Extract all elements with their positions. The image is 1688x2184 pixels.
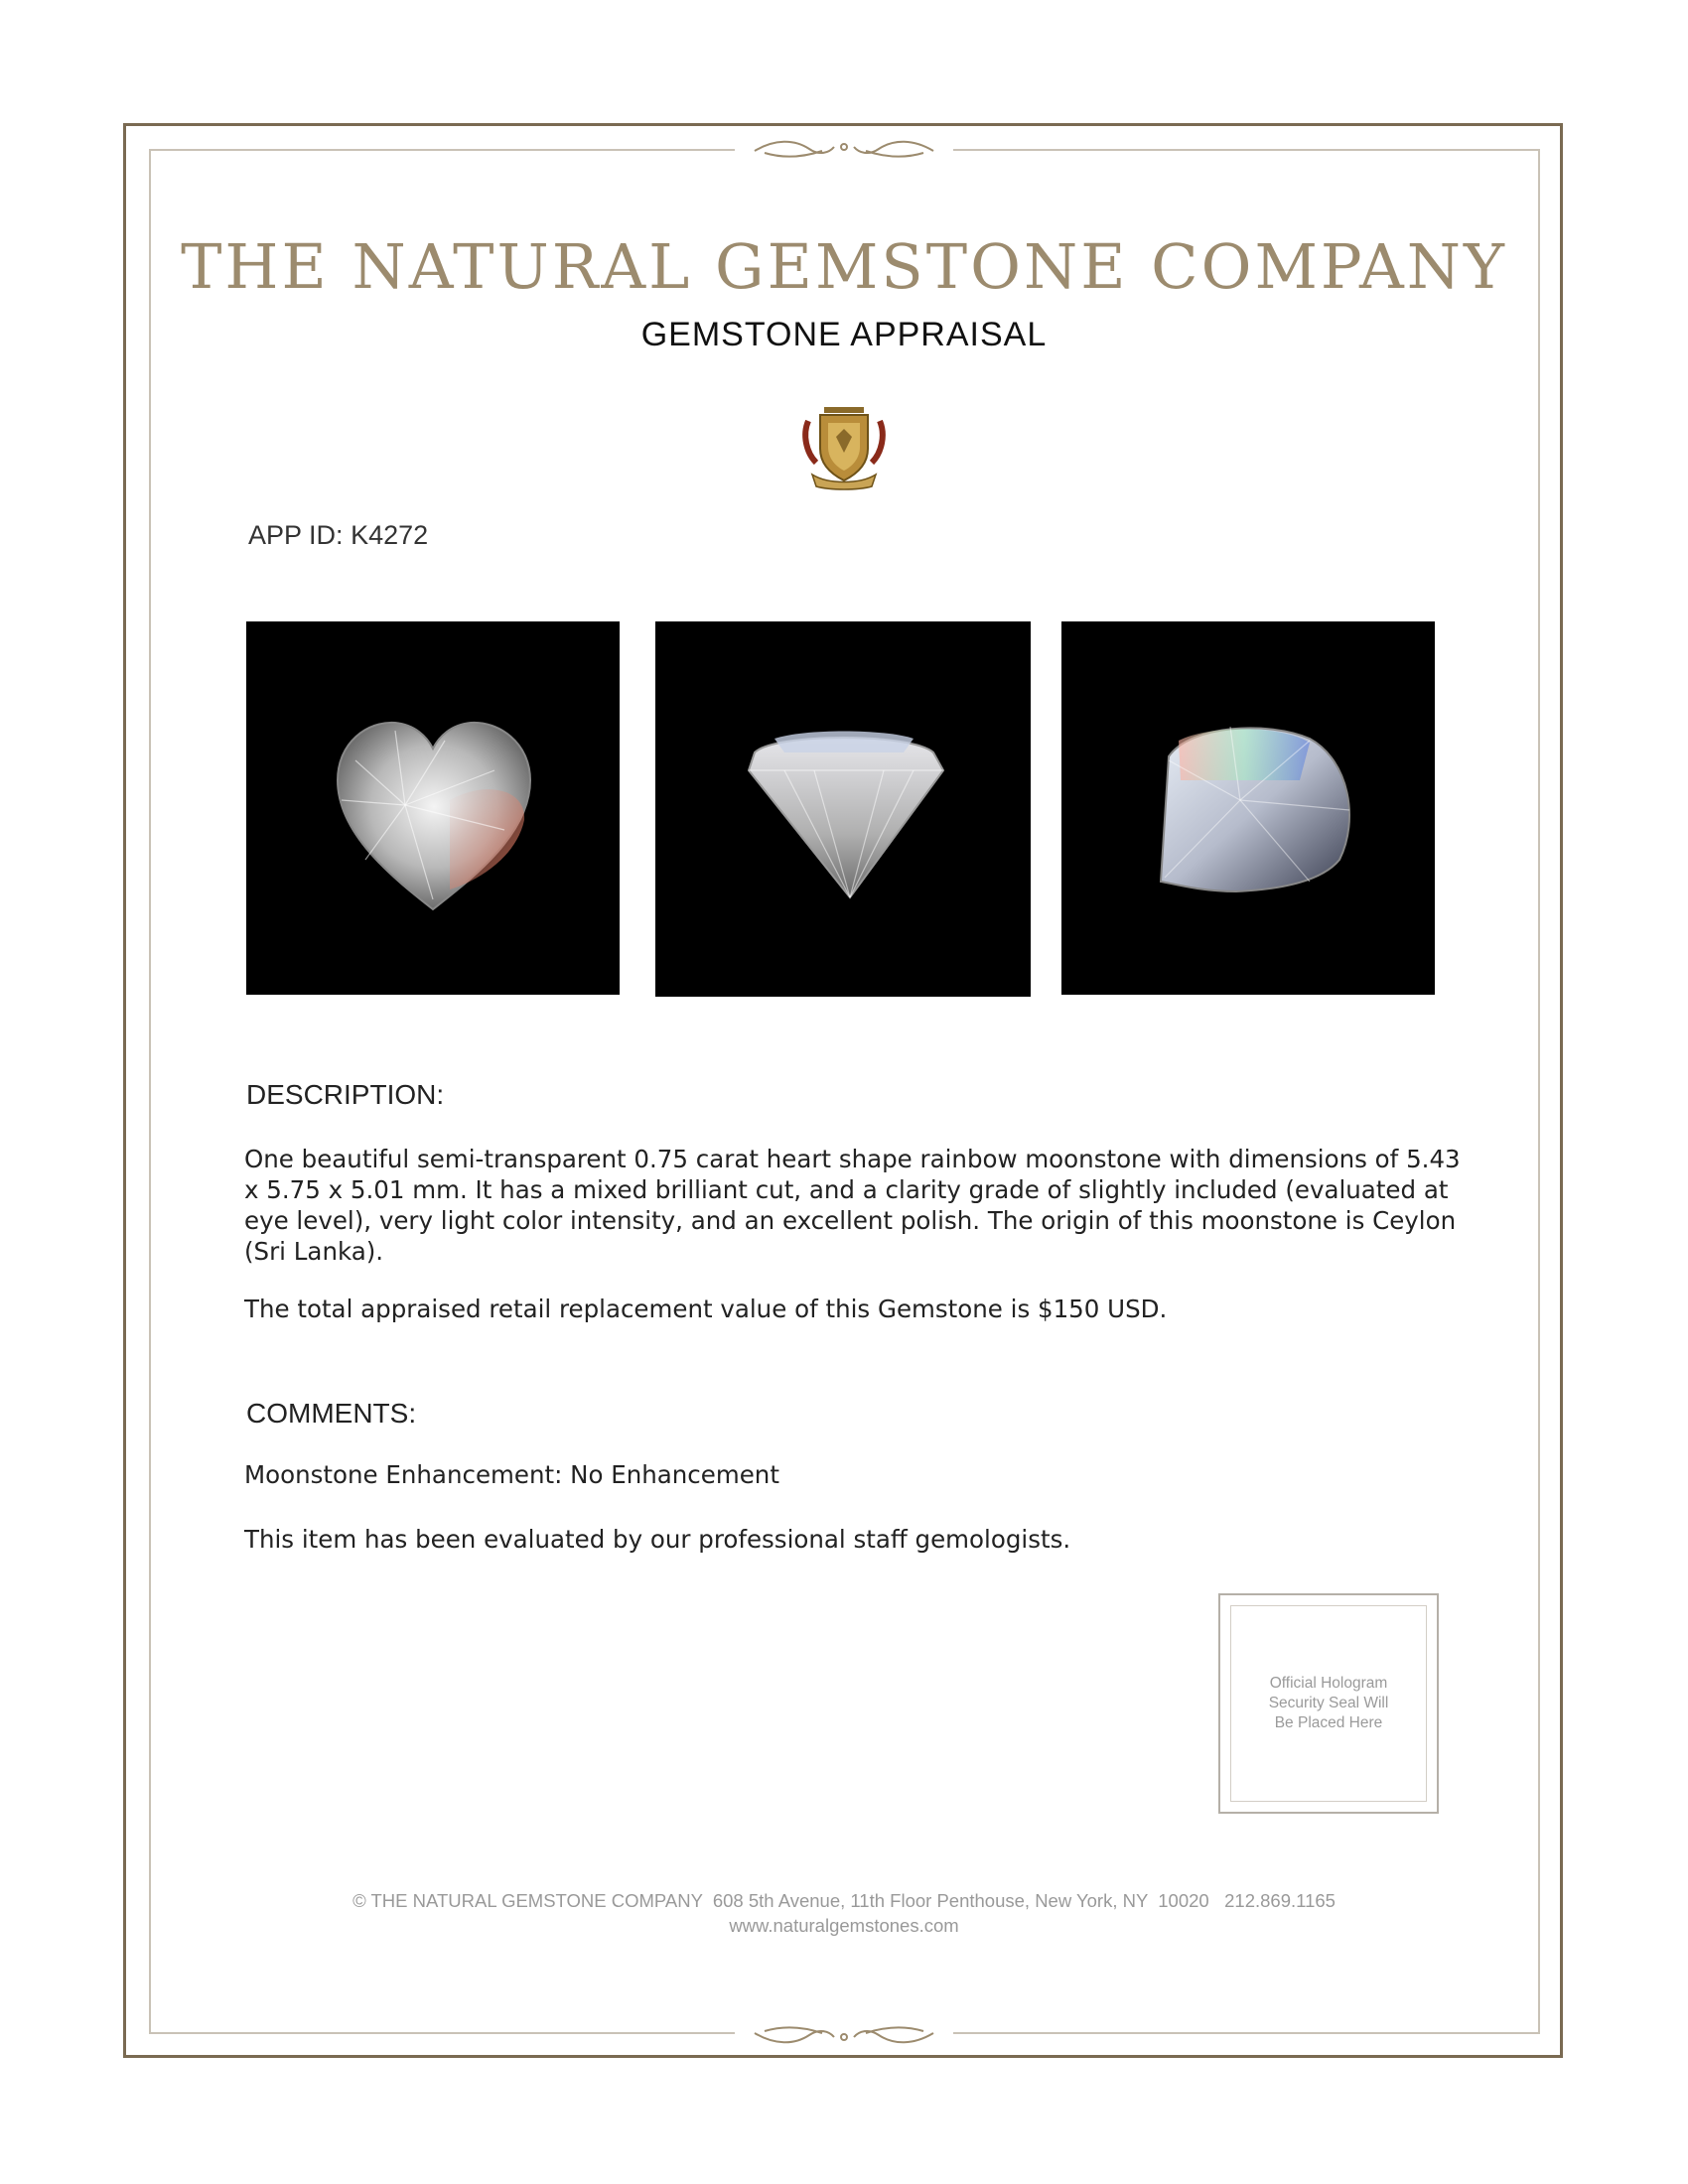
appraised-value-statement: The total appraised retail replacement value of this Gemstone is $150 USD. bbox=[244, 1295, 1168, 1323]
footer-website: www.naturalgemstones.com bbox=[729, 1915, 959, 1936]
evaluation-comment: This item has been evaluated by our professional staff gemologists. bbox=[244, 1525, 1071, 1554]
comments-heading: COMMENTS: bbox=[246, 1398, 417, 1429]
description-text: One beautiful semi-transparent 0.75 carat heart shape rainbow moonstone with dimensions of 5.43 x 5.75 x 5.01 mm. It has a mixed brilliant cut, and a clarity grade of slightly included (evaluated at eye level), very light color intensity, and an excellent polish. The origin of this moonstone is Ceylon (Sri Lanka). bbox=[244, 1145, 1461, 1266]
seal-text-line-2: Security Seal Will bbox=[1268, 1695, 1389, 1711]
gemstone-photo-side-profile bbox=[655, 621, 1031, 997]
gemstone-photo-heart-face bbox=[246, 621, 620, 995]
app-id bbox=[248, 520, 428, 551]
top-scroll-ornament-icon bbox=[735, 129, 953, 169]
seal-text-line-3: Be Placed Here bbox=[1274, 1714, 1383, 1731]
heraldic-crest-icon bbox=[798, 401, 890, 492]
company-name: THE NATURAL GEMSTONE COMPANY bbox=[181, 230, 1507, 303]
seal-text-line-1: Official Hologram bbox=[1269, 1675, 1388, 1692]
app-id-label: APP ID: bbox=[248, 520, 344, 550]
hologram-seal-placeholder bbox=[1218, 1593, 1439, 1814]
gemstone-photo-angled-view bbox=[1061, 621, 1435, 995]
hologram-seal-inner-frame bbox=[1230, 1605, 1427, 1802]
footer-address: © THE NATURAL GEMSTONE COMPANY 608 5th Avenue, 11th Floor Penthouse, New York, NY 10020 212.869.1165 bbox=[352, 1890, 1336, 1911]
description-heading: DESCRIPTION: bbox=[246, 1079, 445, 1110]
document-title: GEMSTONE APPRAISAL bbox=[640, 316, 1048, 353]
enhancement-comment: Moonstone Enhancement: No Enhancement bbox=[244, 1460, 779, 1489]
app-id-value: K4272 bbox=[351, 520, 429, 550]
bottom-scroll-ornament-icon bbox=[735, 2015, 953, 2055]
